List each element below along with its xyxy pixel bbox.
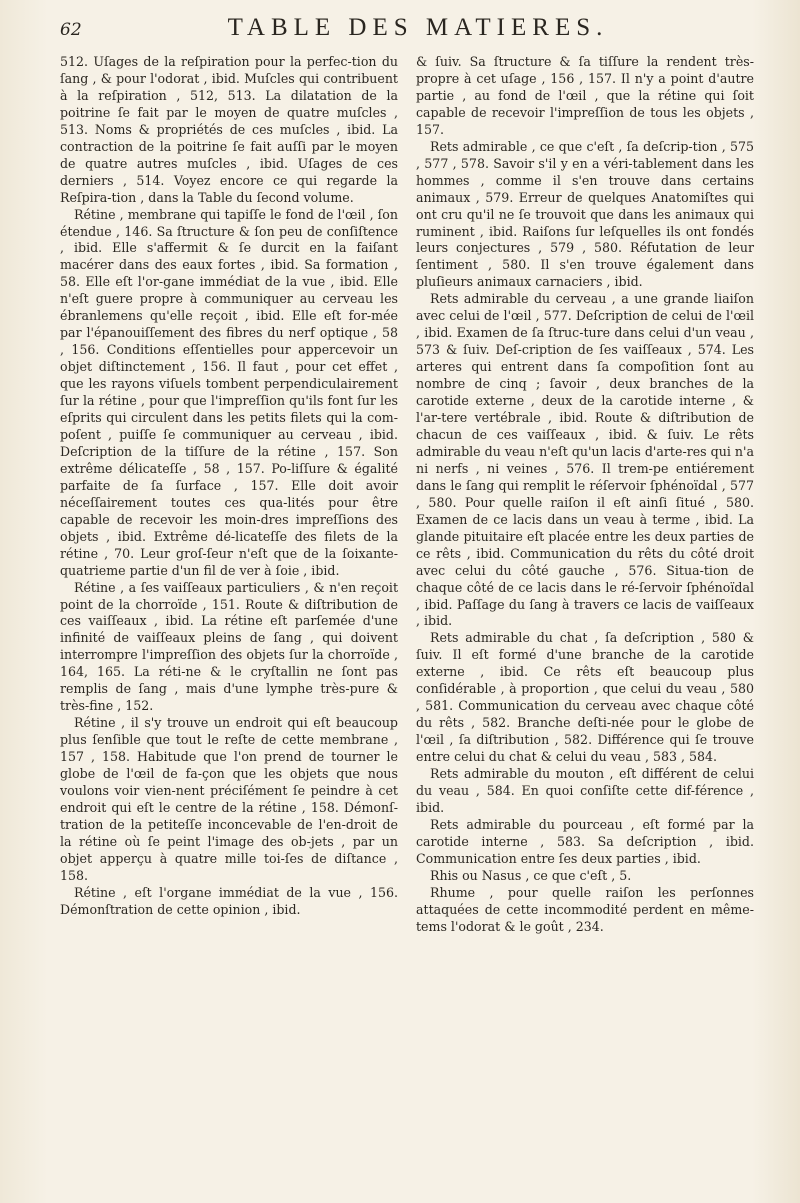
index-entry: Rétine , membrane qui tapiſſe le fond de l'œil , ſon étendue , 146. Sa ſtructure & ſon peu de conſiſtence , ibid. Elle s'affermit & ſe durcit en la faiſant macérer dans des eaux fortes , ibid. Sa formation , 58. Elle eſt l'or-gane immédiat de la vue , ibid. Elle n'eſt guere propre à communiquer au cerveau les ébranlemens qu'elle reçoit , ibid. Elle eſt for-mée par l'épanouiſſement des fibres du nerf optique , 58 , 156. Conditions eſſentielles pour appercevoir un objet diſtinctement , 156. Il faut , pour cet effet , que les rayons viſuels tombent perpendiculairement ſur la rétine , pour que l'impreſſion qu'ils font ſur les eſprits qui circulent dans les petits filets qui la com-poſent , puiſſe ſe communiquer au cerveau , ibid. Deſcription de la tiſſure de la rétine , 157. Son extrême délicateſſe , 58 , 157. Po-liſſure & égalité parfaite de ſa ſurface , 157. Elle doit avoir néceſſairement toutes ces qua-lités pour être capable de recevoir les moin-dres impreſſions des objets , ibid. Extrême dé-licateſſe des filets de la rétine , 70. Leur groſ-ſeur n'eſt que de la ſoixante-quatrieme partie d'un fil de ver à ſoie , ibid.: [60, 206, 398, 578]
index-entry: Rets admirable du cerveau , a une grande liaiſon avec celui de l'œil , 577. Deſcription de celui de l'œil , ibid. Examen de ſa ſtruc-ture dans celui d'un veau , 573 & ſuiv. Deſ-cription de ſes vaiſſeaux , 574. Les arteres qui entrent dans ſa compoſition ſont au nombre de cinq ; ſavoir , deux branches de la carotide externe , deux de la carotide interne , & l'ar-tere vertébrale , ibid. Route & diſtribution de chacun de ces vaiſſeaux , ibid. & ſuiv. Le rêts admirable du veau n'eſt qu'un lacis d'arte-res qui n'a ni nerfs , ni veines , 576. Il trem-pe entiérement dans le ſang qui remplit le réſervoir ſphénoïdal , 577 , 580. Pour quelle raiſon il eſt ainſi ſitué , 580. Examen de ce lacis dans un veau à terme , ibid. La glande pituitaire eſt placée entre les deux parties de ce rêts , ibid. Communication du rêts du côté droit avec celui du côté gauche , 576. Situa-tion de chaque côté de ce lacis dans le ré-ſervoir ſphénoïdal , ibid. Paſſage du ſang à travers ce lacis de vaiſſeaux , ibid.: [416, 291, 754, 629]
index-entry: Rétine , il s'y trouve un endroit qui eſt beaucoup plus ſenſible que tout le reſte de cette membrane , 157 , 158. Habitude que l'on prend de tourner le globe de l'œil de fa-çon que les objets que nous voulons voir vien-nent préciſément ſe peindre à cet endroit qui eſt le centre de la rétine , 158. Démonſ-tration de la petiteſſe inconcevable de l'en-droit de la rétine où ſe peint l'image des ob-jets , par un objet apperçu à quatre mille toi-ſes de diſtance , 158.: [60, 715, 398, 883]
right-column: [416, 54, 754, 1193]
index-entry: Rets admirable du mouton , eſt différent de celui du veau , 584. En quoi conſiſte cette dif-férence , ibid.: [416, 766, 754, 815]
index-entry: Rhume , pour quelle raiſon les perſonnes attaquées de cette incommodité perdent en même-tems l'odorat & le goût , 234.: [416, 884, 754, 934]
running-title: TABLE DES MATIERES.: [227, 14, 609, 41]
index-entry: Rétine , a ſes vaiſſeaux particuliers , & n'en reçoit point de la chorroïde , 151. Route & diſtribution de ces vaiſſeaux , ibid. La rétine eſt parſemée d'une infinité de vaiſſeaux pleins de ſang , qui doivent interrompre l'impreſſion des objets ſur la chorroïde , 164, 165. La réti-ne & le cryſtallin ne ſont pas remplis de ſang , mais d'une lymphe très-pure & très-fine , 152.: [60, 579, 398, 714]
index-entry: Rhis ou Nasus , ce que c'eſt , 5.: [430, 867, 632, 883]
index-entry: Rétine , eſt l'organe immédiat de la vue , 156. Démonſtration de cette opinion , ibid.: [60, 884, 398, 917]
index-columns: [60, 54, 754, 1193]
index-entry: 512. Uſages de la reſpiration pour la perfec-tion du ſang , & pour l'odorat , ibid. Muſcles qui contribuent à la reſpiration , 512, 513. La dilatation de la poitrine ſe fait par le moyen de quatre muſcles , 513. Noms & propriétés de ces muſcles , ibid. La contraction de la poitrine ſe fait auſſi par le moyen de quatre autres muſcles , ibid. Uſages de ces derniers , 514. Voyez encore ce qui regarde la Reſpira-tion , dans la Table du ſecond volume.: [60, 54, 398, 205]
index-entry: Rets admirable du pourceau , eſt formé par la carotide interne , 583. Sa deſcription , ibid. Communication entre ſes deux parties , ibid.: [416, 816, 754, 866]
left-column: [60, 54, 398, 1193]
page-number: 62: [60, 20, 82, 40]
index-entry: & ſuiv. Sa ſtructure & ſa tiſſure la rendent très-propre à cet uſage , 156 , 157. Il n'y a point d'autre partie , au fond de l'œil , que la rétine qui ſoit capable de recevoir l'impreſſion de tous les objets , 157.: [416, 54, 754, 137]
index-entry: Rets admirable du chat , ſa deſcription , 580 & ſuiv. Il eſt formé d'une branche de la carotide externe , ibid. Ce rêts eſt beaucoup plus conſidérable , à proportion , que celui du veau , 580 , 581. Communication du cerveau avec chaque côté du rêts , 582. Branche deſti-née pour le globe de l'œil , ſa diſtribution , 582. Différence qui ſe trouve entre celui du chat & celui du veau , 583 , 584.: [416, 630, 754, 765]
index-entry: Rets admirable , ce que c'eſt , ſa deſcrip-tion , 575 , 577 , 578. Savoir s'il y en a véri-tablement dans les hommes , comme il s'en trouve dans certains animaux , 579. Erreur de quelques Anatomiſtes qui ont cru qu'il ne ſe trouvoit que dans les animaux qui ruminent , ibid. Raiſons ſur leſquelles ils ont fondés leurs conjectures , 579 , 580. Réfutation de leur ſentiment , 580. Il s'en trouve également dans pluſieurs animaux carnaciers , ibid.: [416, 138, 754, 290]
page-header: [60, 10, 740, 50]
